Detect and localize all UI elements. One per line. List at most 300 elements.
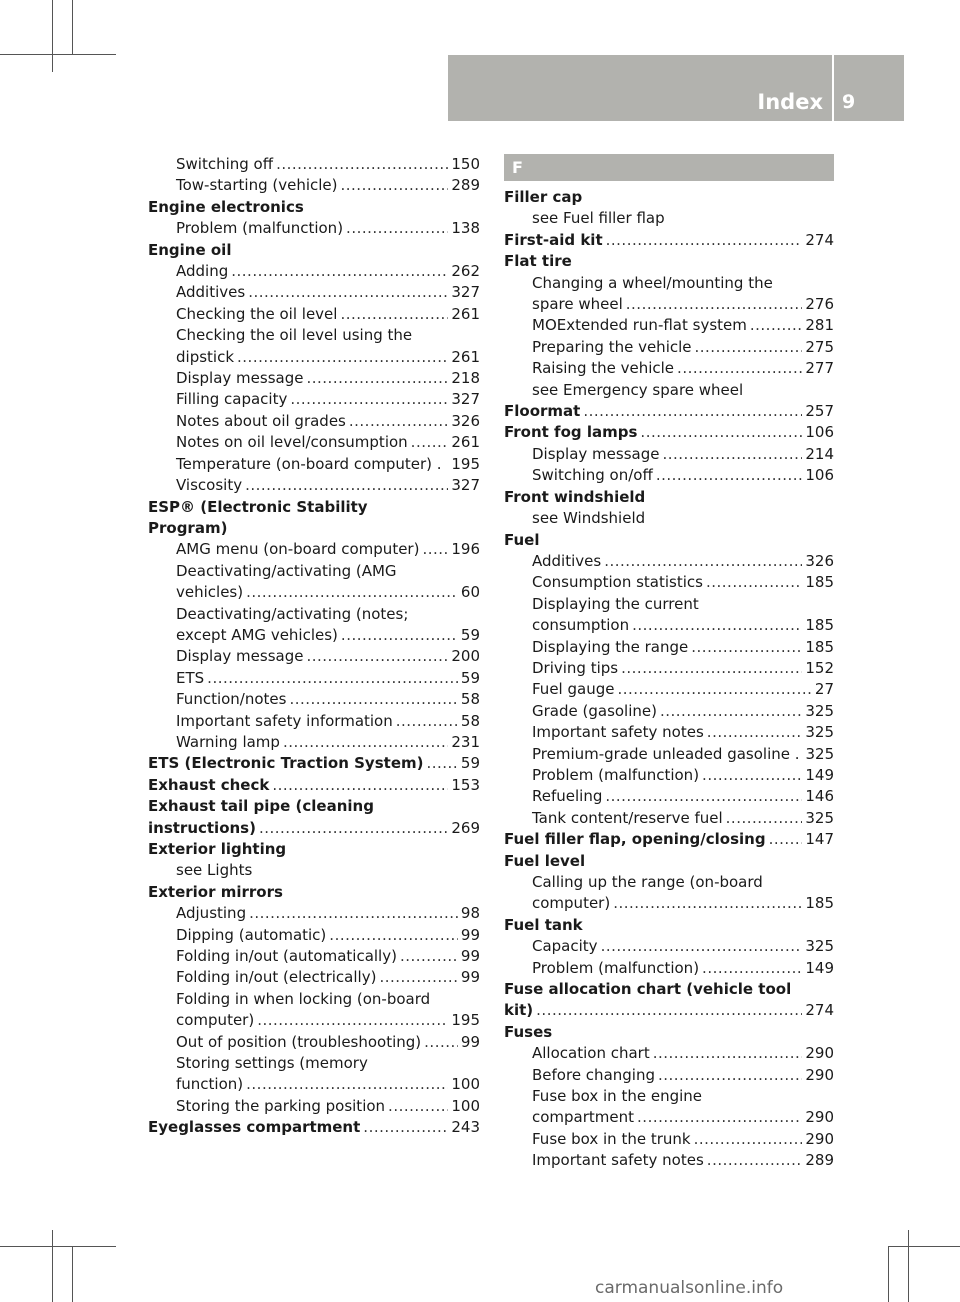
page-reference[interactable]: 290 [805, 1065, 834, 1084]
dot-leader [637, 1107, 802, 1128]
dot-leader [396, 711, 458, 732]
index-subentry [148, 1096, 480, 1117]
entry-text: Warning lamp [176, 732, 280, 751]
crop-mark [0, 1246, 116, 1247]
index-subentry [148, 432, 480, 453]
dot-leader [379, 967, 457, 988]
index-subentry: Calling up the range (on-board [532, 873, 763, 891]
page-reference[interactable]: 231 [451, 732, 480, 751]
index-heading [504, 422, 834, 443]
index-subentry: see Windshield [532, 509, 646, 528]
index-subentry [504, 444, 834, 465]
index-subentry [504, 358, 834, 379]
index-subentry [148, 347, 480, 368]
page-reference[interactable]: 99 [460, 968, 480, 987]
index-subentry: Storing settings (memory [176, 1054, 368, 1073]
page-reference[interactable]: 327 [451, 390, 480, 409]
index-subentry [504, 808, 834, 829]
index-subentry: Changing a wheel/mounting the [532, 273, 773, 292]
entry-text: Folding in/out (automatically) [176, 947, 397, 966]
entry-text: Switching on/off [532, 466, 653, 485]
page-reference[interactable]: 269 [451, 818, 480, 837]
entry-text: Floormat [504, 402, 581, 421]
page-reference[interactable]: 325 [805, 723, 834, 742]
dot-leader [259, 818, 448, 839]
index-subentry [148, 411, 480, 432]
page-reference[interactable]: 153 [451, 775, 480, 794]
entry-text: kit) [504, 1001, 534, 1020]
dot-leader [329, 925, 458, 946]
page-reference[interactable]: 106 [805, 423, 834, 442]
index-heading: Fuel level [504, 851, 586, 870]
page-reference[interactable]: 281 [805, 316, 834, 335]
index-subentry [504, 572, 834, 593]
page-reference[interactable]: 275 [805, 337, 834, 356]
index-subentry [148, 582, 480, 603]
dot-leader [207, 668, 458, 689]
watermark: carmanualsonline.info [595, 1278, 784, 1298]
entry-text: Important safety information [176, 711, 393, 730]
page-reference[interactable]: 290 [805, 1129, 834, 1148]
entry-text: ETS (Electronic Traction System) [148, 754, 424, 773]
entry-text: Problem (malfunction) [176, 219, 344, 238]
entry-text: Driving tips [532, 658, 619, 677]
page-reference[interactable]: 327 [451, 283, 480, 302]
index-subentry [148, 304, 480, 325]
dot-leader [695, 337, 803, 358]
dot-leader [349, 411, 448, 432]
page-reference[interactable]: 274 [805, 1001, 834, 1020]
page-reference[interactable]: 325 [805, 744, 835, 763]
dot-leader [640, 422, 802, 443]
page-reference[interactable]: 325 [805, 701, 834, 720]
dot-leader [411, 432, 449, 453]
entry-text: Fuel filler flap, opening/closing [504, 830, 766, 849]
entry-text: dipstick [176, 347, 235, 366]
crop-mark [0, 54, 116, 55]
index-subentry: Deactivating/activating (AMG [176, 561, 397, 580]
index-heading: Program) [148, 518, 228, 537]
index-subentry [148, 539, 480, 560]
dot-leader [536, 1000, 802, 1021]
page-reference[interactable]: 195 [451, 454, 480, 473]
dot-leader [653, 1043, 803, 1064]
page-reference[interactable]: 149 [805, 765, 834, 784]
entry-text: Function/notes [176, 690, 287, 709]
entry-text: Grade (gasoline) [532, 701, 657, 720]
page-number: 9 [842, 91, 856, 113]
page-reference[interactable]: 58 [460, 690, 480, 709]
entry-text: Tank content/reserve fuel [532, 808, 723, 827]
entry-text: Adjusting [176, 904, 247, 923]
index-subentry [148, 689, 480, 710]
dot-leader [245, 475, 448, 496]
crop-mark [72, 0, 73, 54]
index-heading [148, 1117, 480, 1138]
dot-leader [702, 765, 802, 786]
dot-leader [346, 218, 448, 239]
index-subentry [504, 1043, 834, 1064]
entry-text: ETS [176, 668, 205, 687]
entry-text: Displaying the range [532, 637, 689, 656]
dot-leader [246, 1074, 448, 1095]
page-reference[interactable]: 325 [805, 808, 834, 827]
index-subentry [504, 744, 834, 765]
page-reference[interactable]: 152 [805, 658, 834, 677]
index-subentry [504, 765, 834, 786]
entry-text: Notes on oil level/consumption [176, 433, 408, 452]
entry-text: Viscosity [176, 476, 243, 495]
crop-mark [888, 1246, 960, 1247]
index-subentry [504, 615, 834, 636]
dot-leader [605, 786, 802, 807]
entry-text: MOExtended run-flat system [532, 316, 747, 335]
page-reference[interactable]: 60 [460, 583, 480, 602]
entry-text: Preparing the vehicle [532, 337, 692, 356]
index-subentry [148, 1010, 480, 1031]
page-reference[interactable]: 106 [805, 466, 834, 485]
index-subentry [148, 1032, 480, 1053]
entry-text: Allocation chart [532, 1044, 650, 1063]
entry-text: Display message [176, 369, 304, 388]
index-subentry [148, 282, 480, 303]
index-heading: Engine oil [148, 240, 232, 259]
dot-leader [363, 1117, 448, 1138]
index-subentry [148, 154, 480, 175]
index-subentry [504, 893, 834, 914]
index-heading [148, 818, 480, 839]
page-reference[interactable]: 27 [814, 680, 834, 699]
section-letter-bar: F [504, 154, 834, 181]
dot-leader [231, 261, 448, 282]
entry-text: vehicles) [176, 583, 244, 602]
page-reference[interactable]: 98 [460, 904, 480, 923]
dot-leader [248, 282, 448, 303]
dot-leader [272, 775, 448, 796]
index-heading [504, 1000, 834, 1021]
dot-leader [276, 154, 448, 175]
page-reference[interactable]: 277 [805, 359, 834, 378]
entry-text: compartment [532, 1108, 635, 1127]
entry-text: except AMG vehicles) [176, 625, 338, 644]
dot-leader [694, 1129, 803, 1150]
page-reference[interactable]: 327 [451, 476, 480, 495]
dot-leader [388, 1096, 448, 1117]
dot-leader [249, 903, 458, 924]
index-heading [504, 401, 834, 422]
index-subentry [504, 679, 834, 700]
page-reference[interactable]: 59 [460, 625, 480, 644]
index-subentry: Displaying the current [532, 594, 699, 613]
page-reference[interactable]: 58 [460, 711, 480, 730]
index-subentry [504, 786, 834, 807]
index-heading: Filler cap [504, 188, 583, 206]
dot-leader [583, 401, 802, 422]
dot-leader [606, 230, 803, 251]
index-subentry: see Emergency spare wheel [532, 380, 744, 399]
entry-text: Storing the parking position [176, 1096, 386, 1115]
index-column-left [148, 154, 480, 1139]
index-heading: Fuse allocation chart (vehicle tool [504, 980, 792, 999]
index-subentry [148, 475, 480, 496]
entry-text: computer) [532, 894, 611, 913]
entry-text: Raising the vehicle [532, 359, 675, 378]
dot-leader [707, 1150, 803, 1171]
index-subentry [504, 722, 834, 743]
page-reference[interactable]: 218 [451, 369, 480, 388]
entry-text: instructions) [148, 818, 256, 837]
index-subentry [148, 711, 480, 732]
dot-leader [632, 615, 802, 636]
page-reference[interactable]: 276 [805, 295, 834, 314]
entry-text: Display message [532, 444, 660, 463]
entry-text: Problem (malfunction) [532, 765, 700, 784]
dot-leader [691, 637, 802, 658]
page-reference[interactable]: 99 [460, 947, 480, 966]
page-reference[interactable]: 261 [451, 347, 480, 366]
page-reference[interactable]: 59 [460, 754, 480, 773]
dot-leader [283, 732, 448, 753]
entry-text: Additives [532, 551, 602, 570]
page-reference[interactable]: 138 [451, 219, 480, 238]
entry-text: Adding [176, 262, 229, 281]
index-subentry: Fuse box in the engine [532, 1087, 702, 1106]
index-subentry [504, 1107, 834, 1128]
entry-text: Filling capacity [176, 390, 288, 409]
index-heading: ESP® (Electronic Stability [148, 497, 368, 516]
dot-leader [750, 315, 802, 336]
page-reference[interactable]: 185 [805, 637, 834, 656]
index-heading [148, 753, 480, 774]
dot-leader [677, 358, 802, 379]
page-reference[interactable]: 290 [805, 1044, 834, 1063]
dot-leader [707, 722, 803, 743]
entry-text: Fuse box in the trunk [532, 1129, 691, 1148]
entry-text: Exhaust check [148, 775, 270, 794]
page-reference[interactable]: 257 [805, 402, 834, 421]
entry-text: Out of position (troubleshooting) [176, 1032, 422, 1051]
entry-text: Consumption statistics [532, 573, 703, 592]
entry-text: Refueling [532, 787, 603, 806]
entry-text: computer) [176, 1011, 255, 1030]
index-heading: Fuel tank [504, 915, 583, 934]
page-reference[interactable]: 196 [451, 540, 480, 559]
index-heading [148, 775, 480, 796]
index-subentry [148, 967, 480, 988]
entry-text: Important safety notes [532, 1151, 704, 1170]
entry-text: spare wheel [532, 295, 623, 314]
index-heading: Exterior mirrors [148, 882, 283, 901]
index-heading: Exterior lighting [148, 840, 287, 858]
page-reference[interactable]: 326 [805, 551, 834, 570]
page-reference[interactable]: 150 [451, 155, 480, 173]
entry-text: Dipping (automatic) [176, 925, 327, 944]
dot-leader [706, 572, 802, 593]
dot-leader [289, 689, 457, 710]
page-reference[interactable]: 262 [451, 262, 480, 281]
dot-leader [621, 658, 802, 679]
page-reference[interactable]: 99 [460, 1032, 480, 1051]
index-subentry [148, 1074, 480, 1095]
dot-leader [601, 936, 803, 957]
index-subentry [504, 315, 834, 336]
index-subentry [148, 946, 480, 967]
index-entry-list [504, 187, 834, 1172]
dot-leader [424, 1032, 458, 1053]
page-reference[interactable]: 195 [451, 1011, 480, 1030]
dot-leader [656, 465, 803, 486]
index-subentry [504, 658, 834, 679]
page-reference[interactable]: 59 [460, 668, 480, 687]
index-subentry: Folding in when locking (on-board [176, 989, 431, 1008]
dot-leader [769, 829, 803, 850]
index-subentry [504, 1150, 834, 1171]
page-reference[interactable]: 326 [451, 411, 480, 430]
index-subentry [504, 1065, 834, 1086]
crop-mark [888, 1246, 889, 1302]
index-subentry [148, 646, 480, 667]
page-reference[interactable]: 261 [451, 433, 480, 452]
dot-leader [660, 701, 802, 722]
index-subentry: see Lights [176, 861, 253, 880]
dot-leader [341, 625, 458, 646]
entry-text: Problem (malfunction) [532, 958, 700, 977]
index-subentry [504, 294, 834, 315]
index-subentry [148, 389, 480, 410]
index-subentry [504, 1129, 834, 1150]
index-subentry [504, 637, 834, 658]
entry-text: consumption [532, 616, 630, 635]
index-subentry [148, 175, 480, 196]
index-heading: Fuses [504, 1022, 553, 1041]
crop-mark [52, 1230, 53, 1302]
page-reference[interactable]: 289 [805, 1151, 834, 1170]
dot-leader [341, 175, 449, 196]
index-subentry [148, 218, 480, 239]
index-heading: Engine electronics [148, 197, 304, 216]
page-reference[interactable]: 261 [451, 304, 480, 323]
entry-text: Tow-starting (vehicle) [176, 176, 338, 195]
index-heading [504, 829, 834, 850]
dot-leader [604, 551, 802, 572]
index-subentry [148, 732, 480, 753]
index-subentry [148, 925, 480, 946]
dot-leader [662, 444, 802, 465]
index-column-right [504, 154, 834, 1172]
page-reference[interactable]: 185 [805, 894, 834, 913]
index-subentry [148, 261, 480, 282]
index-subentry [148, 368, 480, 389]
entry-text: Temperature (on-board computer) . [176, 454, 442, 473]
index-subentry: Checking the oil level using the [176, 326, 413, 345]
page-reference[interactable]: 185 [805, 573, 834, 592]
crop-mark [908, 1230, 909, 1302]
entry-text: function) [176, 1075, 244, 1094]
entry-text: Display message [176, 647, 304, 666]
dot-leader [426, 753, 457, 774]
entry-text: Front fog lamps [504, 423, 638, 442]
dot-leader [400, 946, 458, 967]
entry-text: Checking the oil level [176, 304, 338, 323]
index-subentry [148, 625, 480, 646]
entry-text: Premium-grade unleaded gasoline . [532, 744, 800, 763]
dot-leader [617, 679, 811, 700]
index-subentry [504, 337, 834, 358]
dot-leader [613, 893, 802, 914]
page-reference[interactable]: 185 [805, 616, 834, 635]
page-reference[interactable]: 149 [805, 958, 834, 977]
index-heading: Front windshield [504, 487, 646, 506]
dot-leader [257, 1010, 448, 1031]
page-reference[interactable]: 147 [805, 830, 834, 849]
header-bar [448, 55, 904, 121]
page-reference[interactable]: 99 [460, 925, 480, 944]
dot-leader [726, 808, 803, 829]
index-heading [504, 230, 834, 251]
index-heading: Fuel [504, 530, 540, 549]
entry-text: Before changing [532, 1065, 655, 1084]
index-subentry [504, 936, 834, 957]
dot-leader [340, 304, 448, 325]
entry-text: Switching off [176, 155, 274, 173]
index-subentry [504, 465, 834, 486]
entry-text: Notes about oil grades [176, 411, 346, 430]
dot-leader [306, 646, 448, 667]
entry-text: First-aid kit [504, 230, 603, 249]
index-subentry: see Fuel filler flap [532, 209, 665, 228]
page-reference[interactable]: 146 [805, 787, 834, 806]
entry-text: AMG menu (on-board computer) [176, 540, 420, 559]
entry-text: Capacity [532, 937, 598, 956]
dot-leader [306, 368, 448, 389]
header-title: Index [757, 90, 823, 114]
page-reference[interactable]: 243 [451, 1118, 480, 1137]
index-subentry [148, 903, 480, 924]
page-reference[interactable]: 274 [805, 230, 834, 249]
dot-leader [237, 347, 448, 368]
entry-text: Important safety notes [532, 723, 704, 742]
header-separator [832, 55, 834, 121]
index-subentry [148, 668, 480, 689]
page-reference[interactable]: 214 [805, 444, 834, 463]
dot-leader [702, 958, 802, 979]
entry-text: Additives [176, 283, 246, 302]
page-reference[interactable]: 200 [451, 647, 480, 666]
index-heading: Flat tire [504, 252, 572, 271]
dot-leader [626, 294, 803, 315]
index-subentry [148, 454, 480, 475]
page-reference[interactable]: 290 [805, 1108, 834, 1127]
page-reference[interactable]: 100 [451, 1075, 480, 1094]
entry-text: Folding in/out (electrically) [176, 968, 377, 987]
crop-mark [52, 0, 53, 72]
index-subentry: Deactivating/activating (notes; [176, 604, 409, 623]
entry-text: Fuel gauge [532, 680, 615, 699]
dot-leader [246, 582, 458, 603]
index-heading: Exhaust tail pipe (cleaning [148, 797, 374, 816]
page-reference[interactable]: 325 [805, 937, 834, 956]
index-subentry [504, 958, 834, 979]
index-subentry [504, 701, 834, 722]
dot-leader [658, 1065, 802, 1086]
page-reference[interactable]: 289 [451, 176, 480, 195]
dot-leader [422, 539, 448, 560]
index-subentry [504, 551, 834, 572]
page-reference[interactable]: 100 [451, 1096, 480, 1115]
crop-mark [72, 1246, 73, 1302]
entry-text: Eyeglasses compartment [148, 1118, 361, 1137]
dot-leader [290, 389, 448, 410]
